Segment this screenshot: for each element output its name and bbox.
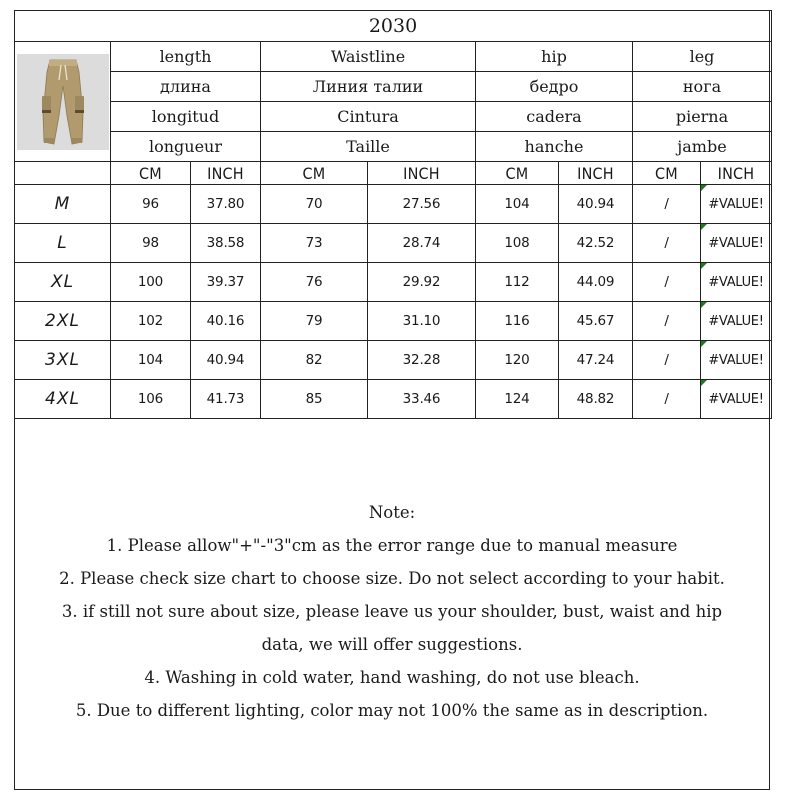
waist-inch: 29.92 xyxy=(368,263,476,302)
error-flag-icon xyxy=(701,302,707,308)
leg-inch xyxy=(701,302,772,341)
unit-header: INCH xyxy=(191,162,261,185)
unit-header: INCH xyxy=(368,162,476,185)
waist-cm: 76 xyxy=(261,263,368,302)
note-line: data, we will offer suggestions. xyxy=(261,635,523,654)
size-label: M xyxy=(15,185,111,224)
hip-inch: 40.94 xyxy=(559,185,633,224)
hip-inch: 44.09 xyxy=(559,263,633,302)
note-line: 3. if still not sure about size, please leave us your shoulder, bust, waist and hip xyxy=(61,602,723,621)
hip-cm: 116 xyxy=(476,302,559,341)
table-row xyxy=(15,380,772,419)
hip-inch: 42.52 xyxy=(559,224,633,263)
waist-cm: 79 xyxy=(261,302,368,341)
col-header-waist-en: Waistline xyxy=(261,42,476,72)
leg-inch xyxy=(701,263,772,302)
error-value: #VALUE! xyxy=(708,274,764,290)
note-line: 4. Washing in cold water, hand washing, do not use bleach. xyxy=(144,668,640,687)
leg-cm: / xyxy=(633,380,701,419)
unit-header: CM xyxy=(476,162,559,185)
error-flag-icon xyxy=(701,341,707,347)
note-line: 2. Please check size chart to choose size. Do not select according to your habit. xyxy=(59,569,725,588)
table-row xyxy=(15,341,772,380)
error-value: #VALUE! xyxy=(708,391,764,407)
error-value: #VALUE! xyxy=(708,313,764,329)
col-header-leg-ru: нога xyxy=(633,72,772,102)
hip-inch: 48.82 xyxy=(559,380,633,419)
note-line: 1. Please allow"+"-"3"cm as the error range due to manual measure xyxy=(106,536,678,555)
table-row xyxy=(15,302,772,341)
waist-inch: 32.28 xyxy=(368,341,476,380)
size-label: 2XL xyxy=(15,302,111,341)
error-value: #VALUE! xyxy=(708,235,764,251)
error-flag-icon xyxy=(701,224,707,230)
hip-cm: 108 xyxy=(476,224,559,263)
table-row xyxy=(15,185,772,224)
leg-inch xyxy=(701,380,772,419)
table-row xyxy=(15,263,772,302)
unit-header: INCH xyxy=(559,162,633,185)
col-header-hip-fr: hanche xyxy=(476,132,633,162)
hip-cm: 104 xyxy=(476,185,559,224)
waist-cm: 70 xyxy=(261,185,368,224)
size-label: L xyxy=(15,224,111,263)
notes-heading: Note: xyxy=(368,503,416,522)
table-row xyxy=(15,224,772,263)
note-line: 5. Due to different lighting, color may not 100% the same as in description. xyxy=(75,701,709,720)
size-label: 4XL xyxy=(15,380,111,419)
unit-header: CM xyxy=(111,162,191,185)
chart-title: 2030 xyxy=(15,11,772,42)
size-chart-table xyxy=(14,10,772,419)
col-header-hip-en: hip xyxy=(476,42,633,72)
col-header-length-fr: longueur xyxy=(111,132,261,162)
waist-inch: 28.74 xyxy=(368,224,476,263)
length-cm: 102 xyxy=(111,302,191,341)
length-cm: 98 xyxy=(111,224,191,263)
leg-inch xyxy=(701,224,772,263)
size-label: XL xyxy=(15,263,111,302)
error-value: #VALUE! xyxy=(708,352,764,368)
error-flag-icon xyxy=(701,185,707,191)
col-header-leg-fr: jambe xyxy=(633,132,772,162)
col-header-leg-es: pierna xyxy=(633,102,772,132)
col-header-length-es: longitud xyxy=(111,102,261,132)
length-inch: 37.80 xyxy=(191,185,261,224)
col-header-waist-ru: Линия талии xyxy=(261,72,476,102)
length-cm: 100 xyxy=(111,263,191,302)
waist-inch: 33.46 xyxy=(368,380,476,419)
col-header-leg-en: leg xyxy=(633,42,772,72)
leg-cm: / xyxy=(633,263,701,302)
col-header-hip-ru: бедро xyxy=(476,72,633,102)
product-image xyxy=(17,54,109,150)
length-inch: 40.16 xyxy=(191,302,261,341)
waist-cm: 82 xyxy=(261,341,368,380)
length-inch: 40.94 xyxy=(191,341,261,380)
leg-inch xyxy=(701,341,772,380)
error-value: #VALUE! xyxy=(708,196,764,212)
waist-cm: 85 xyxy=(261,380,368,419)
col-header-hip-es: cadera xyxy=(476,102,633,132)
hip-cm: 112 xyxy=(476,263,559,302)
error-flag-icon xyxy=(701,380,707,386)
unit-header: CM xyxy=(633,162,701,185)
length-inch: 38.58 xyxy=(191,224,261,263)
leg-cm: / xyxy=(633,185,701,224)
unit-header: INCH xyxy=(701,162,772,185)
leg-cm: / xyxy=(633,224,701,263)
length-cm: 104 xyxy=(111,341,191,380)
error-flag-icon xyxy=(701,263,707,269)
hip-inch: 47.24 xyxy=(559,341,633,380)
unit-header: CM xyxy=(261,162,368,185)
size-label: 3XL xyxy=(15,341,111,380)
waist-inch: 31.10 xyxy=(368,302,476,341)
col-header-waist-fr: Taille xyxy=(261,132,476,162)
size-header-blank xyxy=(15,162,111,185)
length-cm: 96 xyxy=(111,185,191,224)
leg-inch xyxy=(701,185,772,224)
hip-cm: 124 xyxy=(476,380,559,419)
waist-cm: 73 xyxy=(261,224,368,263)
length-inch: 41.73 xyxy=(191,380,261,419)
hip-inch: 45.67 xyxy=(559,302,633,341)
col-header-length-en: length xyxy=(111,42,261,72)
hip-cm: 120 xyxy=(476,341,559,380)
notes-section xyxy=(15,496,769,727)
product-photo-cell xyxy=(15,42,111,162)
length-inch: 39.37 xyxy=(191,263,261,302)
col-header-length-ru: длина xyxy=(111,72,261,102)
leg-cm: / xyxy=(633,302,701,341)
cargo-pants-icon xyxy=(17,54,109,150)
leg-cm: / xyxy=(633,341,701,380)
length-cm: 106 xyxy=(111,380,191,419)
waist-inch: 27.56 xyxy=(368,185,476,224)
col-header-waist-es: Cintura xyxy=(261,102,476,132)
